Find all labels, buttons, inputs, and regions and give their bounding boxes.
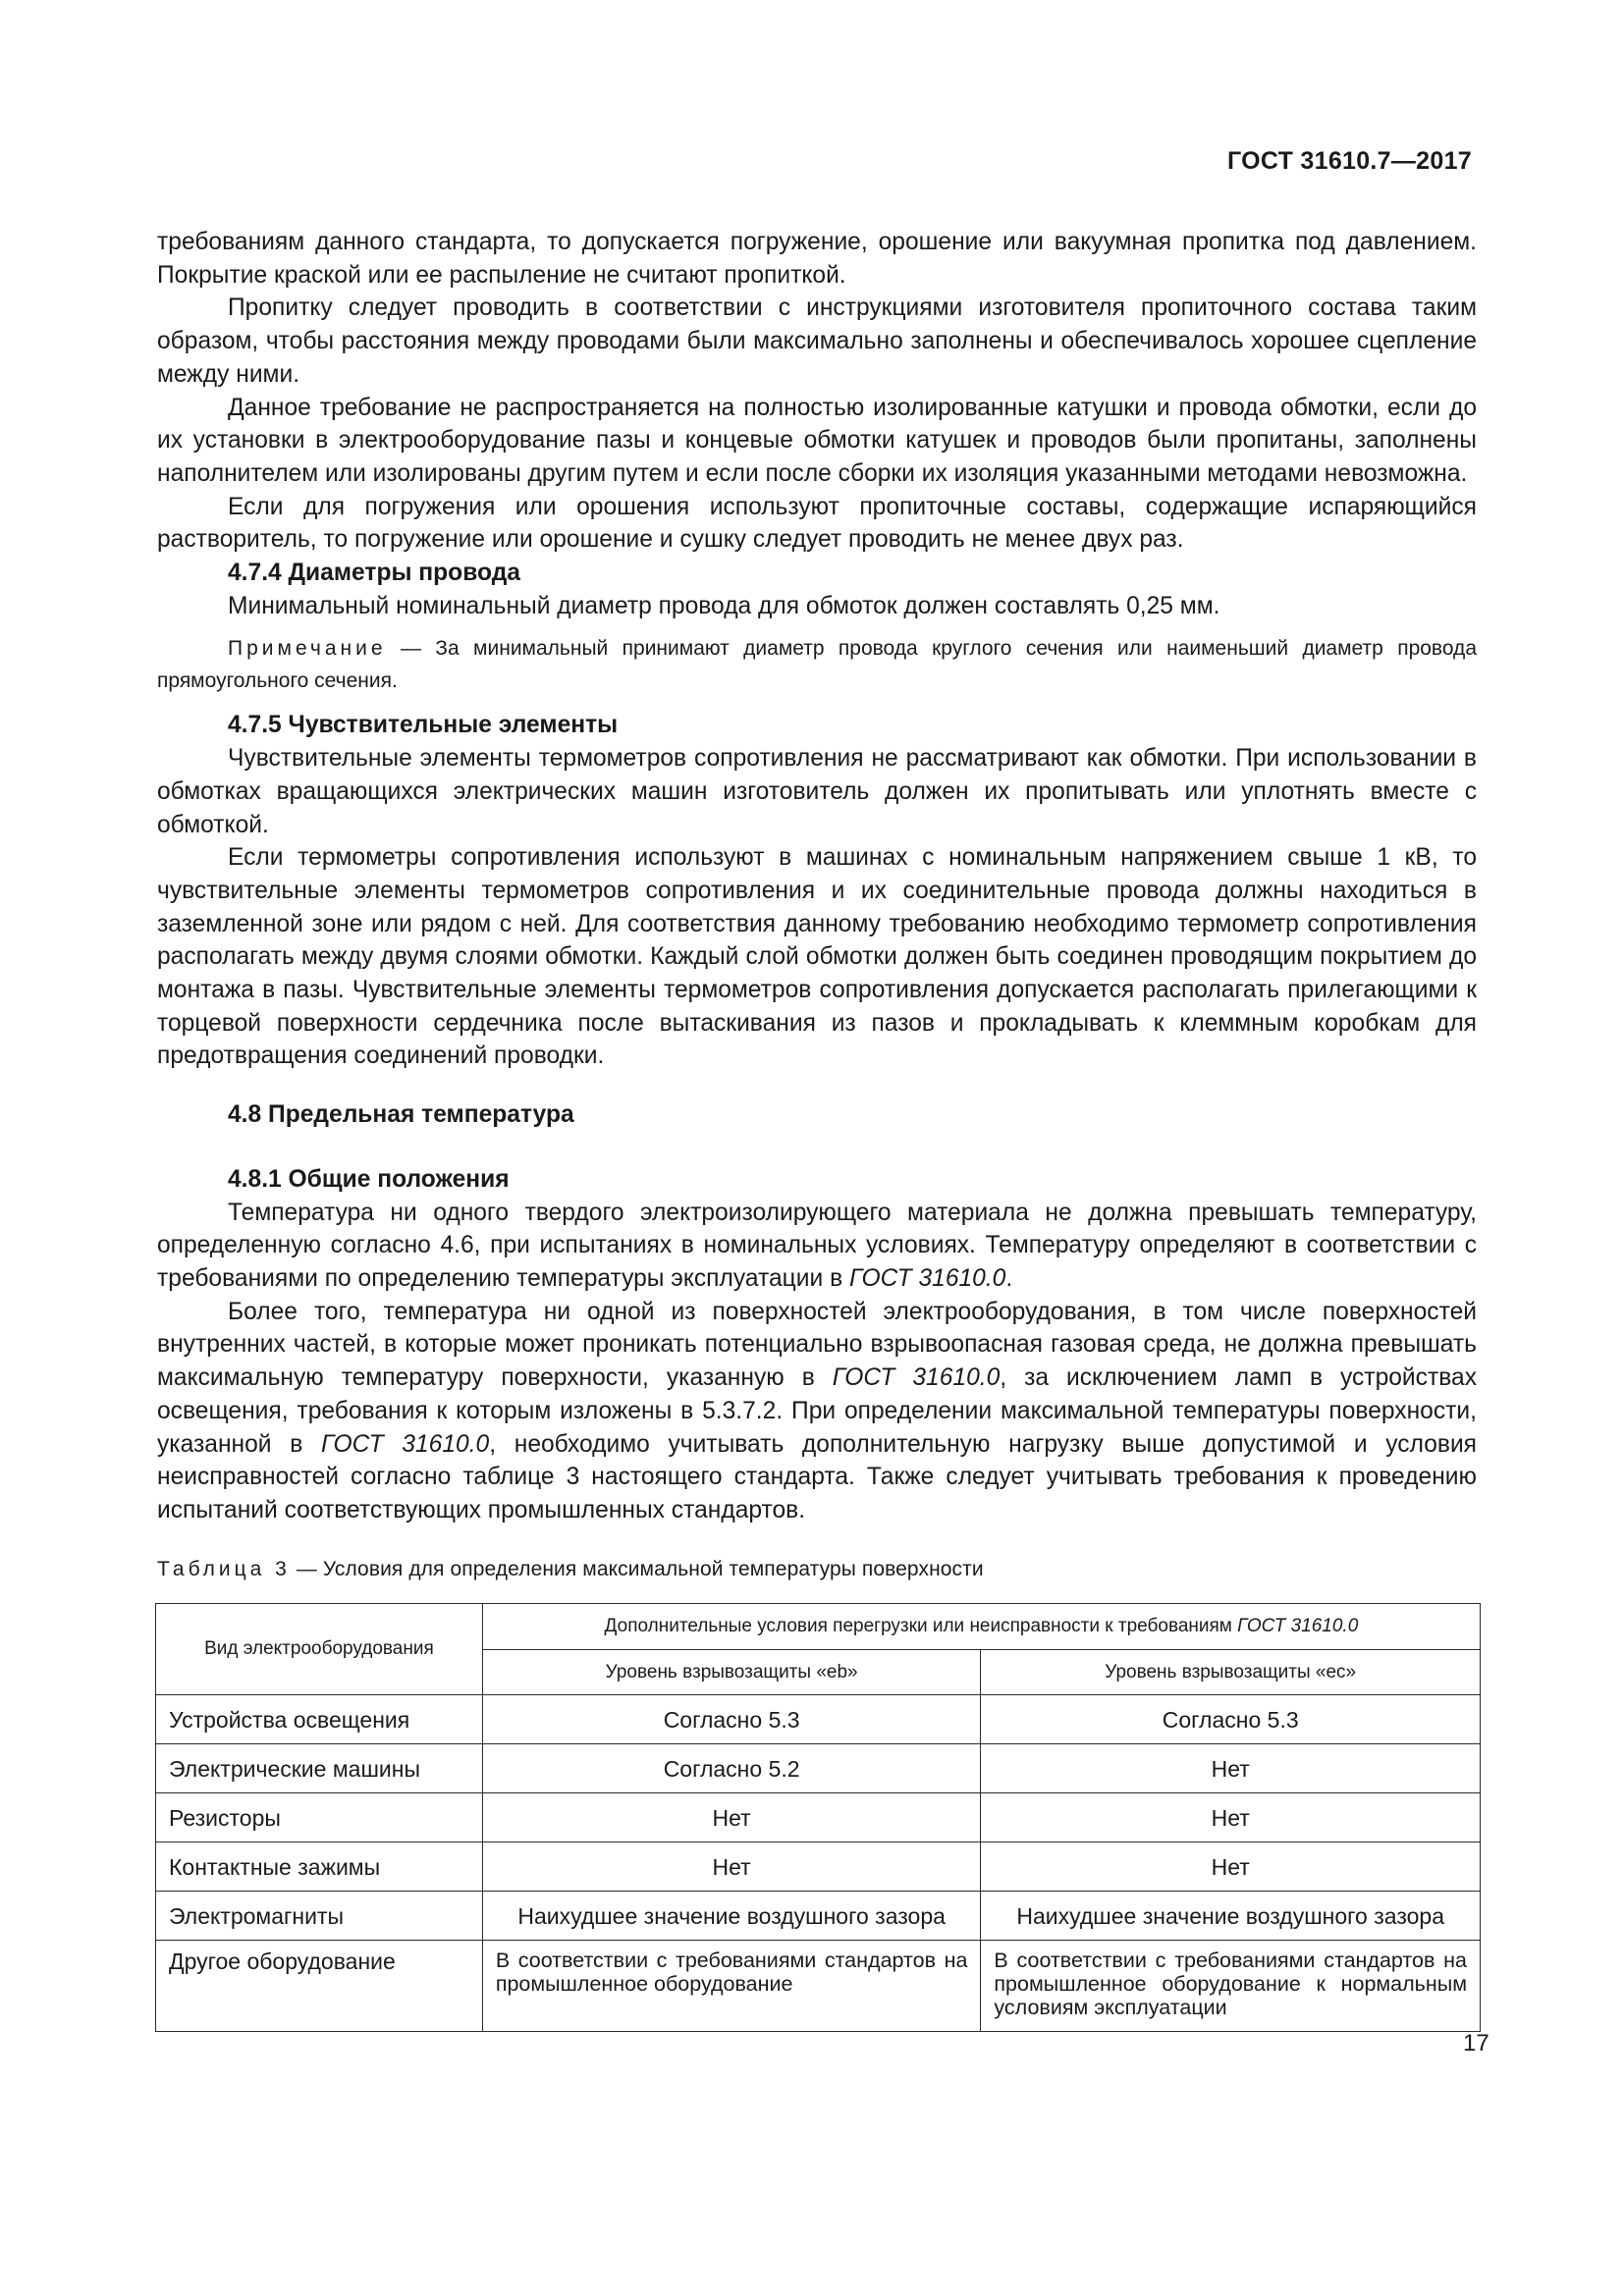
section-heading-4-7-5: 4.7.5 Чувствительные элементы: [228, 712, 619, 739]
table-caption: [157, 1553, 1477, 1586]
header-level-eb: Уровень взрывозащиты «eb»: [482, 1650, 981, 1695]
standard-number: ГОСТ 31610.7—2017: [1226, 147, 1472, 175]
note-text: — За минимальный принимают диаметр провода круглого сечения или наименьший диаметр провода прямоугольного сечения.: [157, 637, 1477, 693]
note-label: Примечание: [228, 637, 387, 661]
surface-temperature-table: [155, 1603, 1481, 2032]
standard-reference: ГОСТ 31610.0: [848, 1264, 1006, 1292]
page-number: 17: [1463, 2030, 1489, 2056]
paragraph: Минимальный номинальный диаметр провода для обмоток должен составлять 0,25 мм.: [228, 592, 1220, 619]
header-level-ec: Уровень взрывозащиты «ec»: [981, 1650, 1481, 1695]
table-row: Электромагниты Наихудшее значение воздушного зазора Наихудшее значение воздушного зазора: [156, 1892, 1481, 1941]
paragraph: Пропитку следует проводить в соответствии с инструкциями изготовителя пропиточного состава таким образом, чтобы расстояния между проводами были максимально заполнены и обеспечивалось хорошее сцепление между ними.: [157, 294, 1477, 388]
table-row: Устройства освещения Согласно 5.3 Согласно 5.3: [156, 1695, 1481, 1744]
standard-reference: ГОСТ 31610.0: [320, 1430, 490, 1458]
paragraph: требованиям данного стандарта, то допускается погружение, орошение или вакуумная пропитка под давлением. Покрытие краской или ее распыление не считают пропиткой.: [157, 229, 1477, 289]
paragraph: Данное требование не распространяется на полностью изолированные катушки и провода обмотки, если до их установки в электрооборудование пазы и концевые обмотки катушек и проводов были пропитаны, заполнены наполнителем или изолированы другим путем и если после сборки их изоляция указанными методами невозможна.: [157, 394, 1477, 487]
page-body: [157, 226, 1477, 2032]
section-heading-4-8: 4.8 Предельная температура: [228, 1101, 574, 1129]
paragraph: Более того, температура ни одной из поверхностей электрооборудования, в том числе поверхностей внутренних частей, в которые может проникать потенциально взрывоопасная газовая среда, не должна превышать максимальную температуру поверхности, указанную в ГОСТ 31610.0, за исключением ламп в устройствах освещения, требования к которым изложены в 5.3.7.2. При определении максимальной температуры поверхности, указанной в ГОСТ 31610.0, необходимо учитывать дополнительную нагрузку выше допустимой и условия неисправностей согласно таблице 3 настоящего стандарта. Также следует учитывать требования к проведению испытаний соответствующих промышленных стандартов.: [157, 1298, 1478, 1523]
standard-reference: ГОСТ 31610.0: [832, 1364, 1001, 1392]
table-label: Таблица 3: [157, 1557, 291, 1580]
section-heading-4-7-4: 4.7.4 Диаметры провода: [228, 560, 520, 587]
table-row: Другое оборудование В соответствии с требованиями стандартов на промышленное оборудование В соответствии с требованиями стандартов на промышленное оборудование к нормальным условиям эксплуатации: [156, 1941, 1481, 2032]
paragraph: Чувствительные элементы термометров сопротивления не рассматривают как обмотки. При использовании в обмотках вращающихся электрических машин изготовитель должен их пропитывать или уплотнять вместе с обмоткой.: [157, 745, 1477, 838]
header-equipment-type: Вид электрооборудования: [156, 1604, 483, 1695]
table-row: Электрические машины Согласно 5.2 Нет: [156, 1744, 1481, 1793]
paragraph: Если термометры сопротивления используют в машинах с номинальным напряжением свыше 1 кВ, то чувствительные элементы термометров сопротивления и их соединительные провода должны находиться в заземленной зоне или рядом с ней. Для соответствия данному требованию необходимо термометр сопротивления располагать между двумя слоями обмотки. Каждый слой обмотки должен быть соединен проводящим покрытием до монтажа в пазы. Чувствительные элементы термометров сопротивления допускается располагать прилегающими к торцевой поверхности сердечника после вытаскивания из пазов и прокладывать к клеммным коробкам для предотвращения соединений проводки.: [157, 844, 1477, 1070]
table-row: Контактные зажимы Нет Нет: [156, 1842, 1481, 1892]
paragraph: Температура ни одного твердого электроизолирующего материала не должна превышать температуру, определенную согласно 4.6, при испытаниях в номинальных условиях. Температуру определяют в соответствии с требованиями по определению температуры эксплуатации в ГОСТ 31610.0.: [157, 1199, 1477, 1292]
note: [157, 632, 1477, 697]
table-title: — Условия для определения максимальной температуры поверхности: [296, 1557, 984, 1580]
section-heading-4-8-1: 4.8.1 Общие положения: [228, 1165, 510, 1193]
header-additional-conditions: Дополнительные условия перегрузки или неисправности к требованиям ГОСТ 31610.0: [482, 1604, 1480, 1650]
paragraph: Если для погружения или орошения используют пропиточные составы, содержащие испаряющийся растворитель, то погружение или орошение и сушку следует проводить не менее двух раз.: [157, 493, 1477, 554]
table-row: Резисторы Нет Нет: [156, 1793, 1481, 1842]
